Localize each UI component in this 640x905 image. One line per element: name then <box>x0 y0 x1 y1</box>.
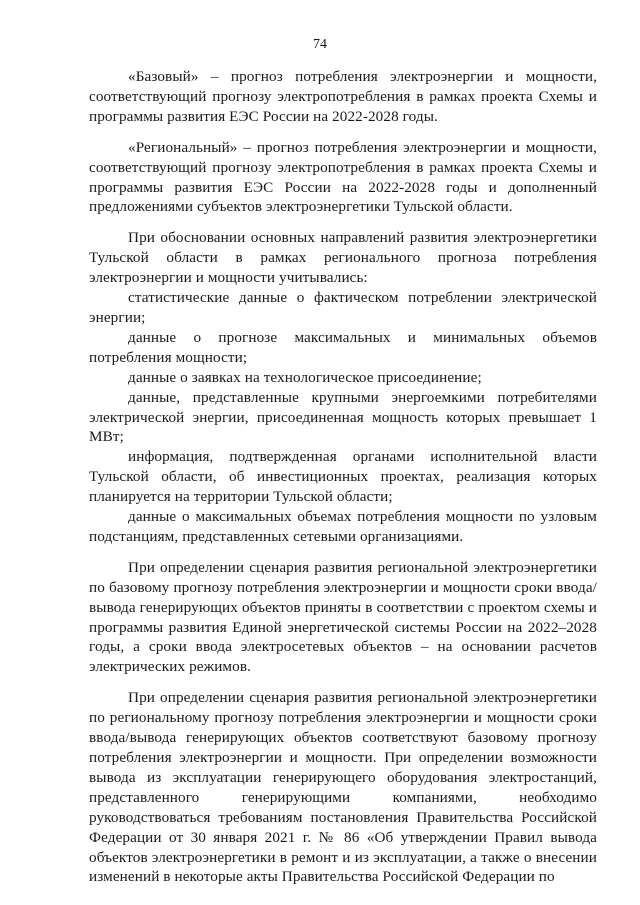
paragraph-regional-forecast: «Региональный» – прогноз потребления электроэнергии и мощности, соответствующий прогнозу электропотребления в рамках проекта Схемы и программы развития ЕЭС России на 2022-2028 годы и дополненный предложениями субъектов электроэнергетики Тульской области. <box>89 138 597 216</box>
page-number: 74 <box>313 37 327 52</box>
list-item-connection-requests: данные о заявках на технологическое присоединение; <box>128 368 482 386</box>
paragraph-base-scenario: При определении сценария развития региональной электроэнергетики по базовому прогнозу потребления электроэнергии и мощности сроки ввода/вывода генерирующих объектов приняты в соответствии с проектом схемы и программы развития Единой энергетической системы России на 2022–2028 годы, а сроки ввода электросетевых объектов – на основании расчетов электрических режимов. <box>89 558 597 676</box>
document-body <box>89 67 597 887</box>
list-item-large-consumers: данные, представленные крупными энергоемкими потребителями электрической энергии, присоединенная мощность которых превышает 1 МВт; <box>89 388 597 446</box>
paragraph-regional-scenario: При определении сценария развития региональной электроэнергетики по региональному прогнозу потребления электроэнергии и мощности сроки ввода/вывода генерирующих объектов соответствуют базовому прогнозу потребления электроэнергии и мощности. При определении возможности вывода из эксплуатации генерирующего оборудования электростанций, представленного генерирующими компаниями, необходимо руководствоваться требованиям постановления Правительства Российской Федерации от 30 января 2021 г. № 86 «Об утверждении Правил вывода объектов электроэнергетики в ремонт и из эксплуатации, а также о внесении изменений в некоторые акты Правительства Российской Федерации по <box>89 689 597 886</box>
list-item-investment-projects: информация, подтвержденная органами исполнительной власти Тульской области, об инвестиционных проектах, реализация которых планируется на территории Тульской области; <box>89 448 597 506</box>
list-item-consumption-forecast: данные о прогнозе максимальных и минимальных объемов потребления мощности; <box>89 328 597 366</box>
list-item-statistics: статистические данные о фактическом потреблении электрической энергии; <box>89 289 597 326</box>
paragraph-justification-intro: При обосновании основных направлений развития электроэнергетики Тульской области в рамках регионального прогноза потребления электроэнергии и мощности учитывались: <box>89 229 597 287</box>
list-item-substation-loads: данные о максимальных объемах потребления мощности по узловым подстанциям, представленных сетевыми организациями. <box>89 508 597 545</box>
paragraph-base-forecast: «Базовый» – прогноз потребления электроэнергии и мощности, соответствующий прогнозу электропотребления в рамках проекта Схемы и программы развития ЕЭС России на 2022-2028 годы. <box>89 68 597 125</box>
